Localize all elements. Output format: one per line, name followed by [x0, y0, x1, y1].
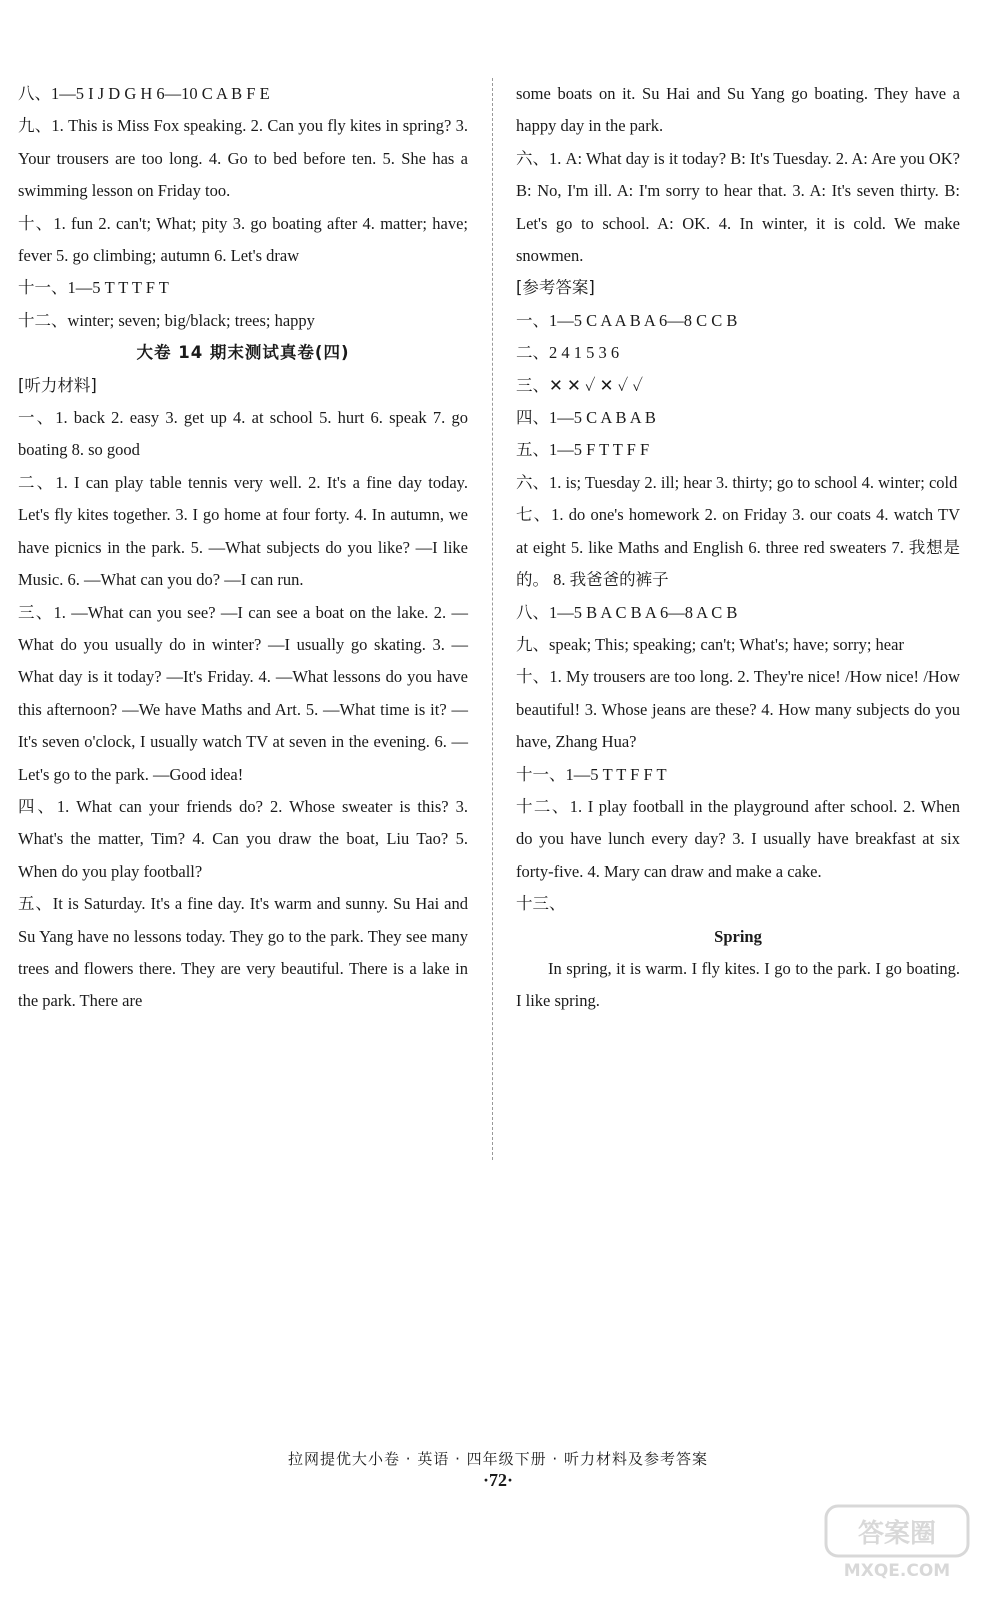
column-divider: [492, 78, 493, 1160]
watermark-text-bottom: MXQE.COM: [843, 1561, 951, 1581]
answer-section-9: 九、1. This is Miss Fox speaking. 2. Can you fly kites in spring? 3. Your trousers are too long. 4. Go to bed before ten. 5. She has a swimming lesson on Friday too.: [18, 116, 468, 201]
left-column: [18, 78, 468, 1018]
answer-6: 六、1. is; Tuesday 2. ill; hear 3. thirty; go to school 4. winter; cold: [516, 472, 958, 492]
listening-section-4: 四、1. What can your friends do? 2. Whose sweater is this? 3. What's the matter, Tim? 4. Can you draw the boat, Liu Tao? 5. When do you play football?: [18, 796, 468, 881]
exam-heading: 大卷 14 期末测试真卷(四): [136, 343, 350, 363]
listening-section-5: 五、It is Saturday. It's a fine day. It's warm and sunny. Su Hai and Su Yang have no lessons today. They go to the park. They see many trees and flowers there. They are very beautiful. There is a lake in the park. There are: [18, 894, 468, 1011]
listening-section-5-continued: some boats on it. Su Hai and Su Yang go boating. They have a happy day in the park.: [516, 84, 960, 136]
answer-section-10: 十、1. fun 2. can't; What; pity 3. go boating after 4. matter; have; fever 5. go climbing; autumn 6. Let's draw: [18, 213, 468, 266]
answer-12: 十二、1. I play football in the playground after school. 2. When do you have lunch every day? 3. I usually have breakfast at six forty-five. 4. Mary can draw and make a cake.: [516, 796, 960, 881]
page-number: ·72·: [482, 1470, 513, 1490]
answer-section-8: 八、1—5 I J D G H 6—10 C A B F E: [18, 84, 270, 103]
essay-body: In spring, it is warm. I fly kites. I go to the park. I go boating. I like spring.: [516, 958, 960, 1011]
answer-2: 二、2 4 1 5 3 6: [516, 343, 620, 363]
answer-section-12: 十二、winter; seven; big/black; trees; happy: [18, 310, 315, 330]
listening-section-1: 一、1. back 2. easy 3. get up 4. at school 5. hurt 6. speak 7. go boating 8. so good: [18, 408, 468, 460]
answer-3: 三、✕ ✕ ✓ ✕ ✓ ✓: [516, 375, 644, 395]
answer-7: 七、1. do one's homework 2. on Friday 3. our coats 4. watch TV at eight 5. like Maths and English 6. three red sweaters 7. 我想是的。 8. 我爸爸的裤子: [516, 505, 960, 590]
right-column: [516, 78, 960, 1018]
answer-11: 十一、1—5 T T F F T: [516, 764, 667, 784]
reference-answers-label: [参考答案]: [516, 278, 595, 298]
listening-material-label: [听力材料]: [18, 375, 97, 395]
answer-5: 五、1—5 F T T F F: [516, 440, 650, 460]
site-watermark: [822, 1502, 972, 1582]
answer-9: 九、speak; This; speaking; can't; What's; have; sorry; hear: [516, 634, 904, 654]
listening-section-3: 三、1. —What can you see? —I can see a boat on the lake. 2. —What do you usually do in winter? —I usually go skating. 3. —What day is it today? —It's Friday. 4. —What lessons do you have this afternoon? —We have Maths and Art. 5. —What time is it? —It's seven o'clock, I usually watch TV at seven in the evening. 6. —Let's go to the park. —Good idea!: [18, 602, 468, 784]
answer-8: 八、1—5 B A C B A 6—8 A C B: [516, 602, 738, 622]
answer-13-label: 十三、: [516, 894, 566, 914]
listening-section-2: 二、1. I can play table tennis very well. 2. It's a fine day today. Let's fly kites together. 3. I go home at four forty. 4. In autumn, we have picnics in the park. 5. —What subjects do you like? —I like Music. 6. —What can you do? —I can run.: [18, 472, 468, 590]
watermark-text-top: 答案圈: [857, 1519, 937, 1549]
answer-10: 十、1. My trousers are too long. 2. They're nice! /How nice! /How beautiful! 3. Whose jeans are these? 4. How many subjects do you have, Zhang Hua?: [516, 667, 960, 752]
answer-4: 四、1—5 C A B A B: [516, 408, 656, 428]
footer-book-title: 拉网提优大小卷 · 英语 · 四年级下册 · 听力材料及参考答案: [288, 1450, 708, 1468]
essay-title: Spring: [714, 926, 762, 946]
listening-section-6: 六、1. A: What day is it today? B: It's Tuesday. 2. A: Are you OK? B: No, I'm ill. A: I'm sorry to hear that. 3. A: It's seven thirty. B: Let's go to school. A: OK. 4. In winter, it is cold. We make snowmen.: [516, 148, 960, 266]
answer-1: 一、1—5 C A A B A 6—8 C C B: [516, 310, 738, 330]
answer-section-11: 十一、1—5 T T T F T: [18, 278, 169, 298]
